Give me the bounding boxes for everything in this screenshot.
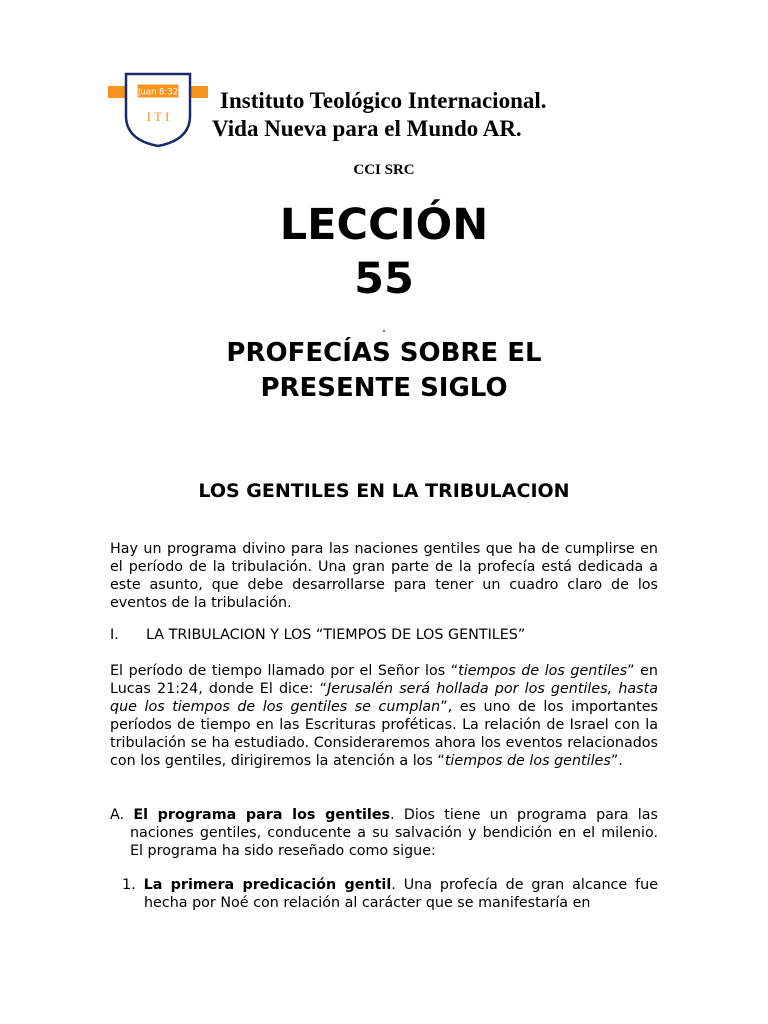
subsection-number: I. — [110, 627, 119, 643]
list-item-1 — [122, 876, 658, 912]
lesson-number: 55 — [354, 254, 414, 304]
italic-quote: Jerusalén será hollada por los gentiles, hasta que los tiempos de los gentiles se cumplan — [110, 681, 658, 715]
list-item-title: La primera predicación gentil — [143, 877, 392, 893]
institution-subtitle: Vida Nueva para el Mundo AR. — [212, 116, 522, 141]
list-item-text: . Dios tiene un programa para las naciones gentiles, conducente a su salvación y bendición en el milenio. El programa ha sido reseñado como sigue: — [130, 807, 658, 859]
text-run: ” en Lucas 21:24, donde El dice: “ — [110, 663, 658, 697]
subsection-heading — [110, 626, 525, 644]
subsection-heading-text: LA TRIBULACION Y LOS “TIEMPOS DE LOS GENTILES” — [146, 627, 526, 643]
text-run: ”, es uno de los importantes períodos de tiempo en las Escrituras proféticas. La relación de Israel con la tribulación se ha estudiado. Consideraremos ahora los eventos relacionados con los gentiles, dirigiremos la atención a los “ — [110, 699, 658, 769]
lesson-word: LECCIÓN — [279, 200, 489, 250]
italic-quote: tiempos de los gentiles — [444, 753, 611, 769]
lesson-title-line1: PROFECÍAS SOBRE EL — [226, 338, 542, 368]
lesson-heading — [0, 198, 768, 306]
stray-dot — [383, 330, 385, 332]
list-item-a — [110, 806, 658, 860]
gentiles-paragraph — [110, 662, 658, 770]
iti-logo — [108, 70, 208, 148]
logo-letters: I T I — [146, 109, 170, 124]
logo-badge-text: Juan 8:32 — [137, 87, 179, 98]
list-marker: 1. — [122, 877, 136, 893]
list-marker: A. — [110, 807, 125, 823]
list-item-title: El programa para los gentiles — [133, 807, 391, 823]
text-run: El período de tiempo llamado por el Señor los “ — [110, 663, 459, 679]
document-code: CCI SRC — [353, 162, 415, 178]
italic-quote: tiempos de los gentiles — [458, 663, 628, 679]
lesson-title — [0, 336, 768, 406]
section-title: LOS GENTILES EN LA TRIBULACION — [198, 480, 570, 502]
intro-paragraph: Hay un programa divino para las naciones gentiles que ha de cumplirse en el período de la tribulación. Una gran parte de la profecía está dedicada a este asunto, que debe desarrollarse para tener un cuadro claro de los eventos de la tribulación. — [110, 541, 658, 611]
institution-name: Instituto Teológico Internacional. — [220, 88, 547, 113]
text-run: ”. — [610, 753, 623, 769]
lesson-title-line2: PRESENTE SIGLO — [260, 373, 508, 403]
list-item-text: . Una profecía de gran alcance fue hecha por Noé con relación al carácter que se manifestaría en — [144, 877, 658, 911]
